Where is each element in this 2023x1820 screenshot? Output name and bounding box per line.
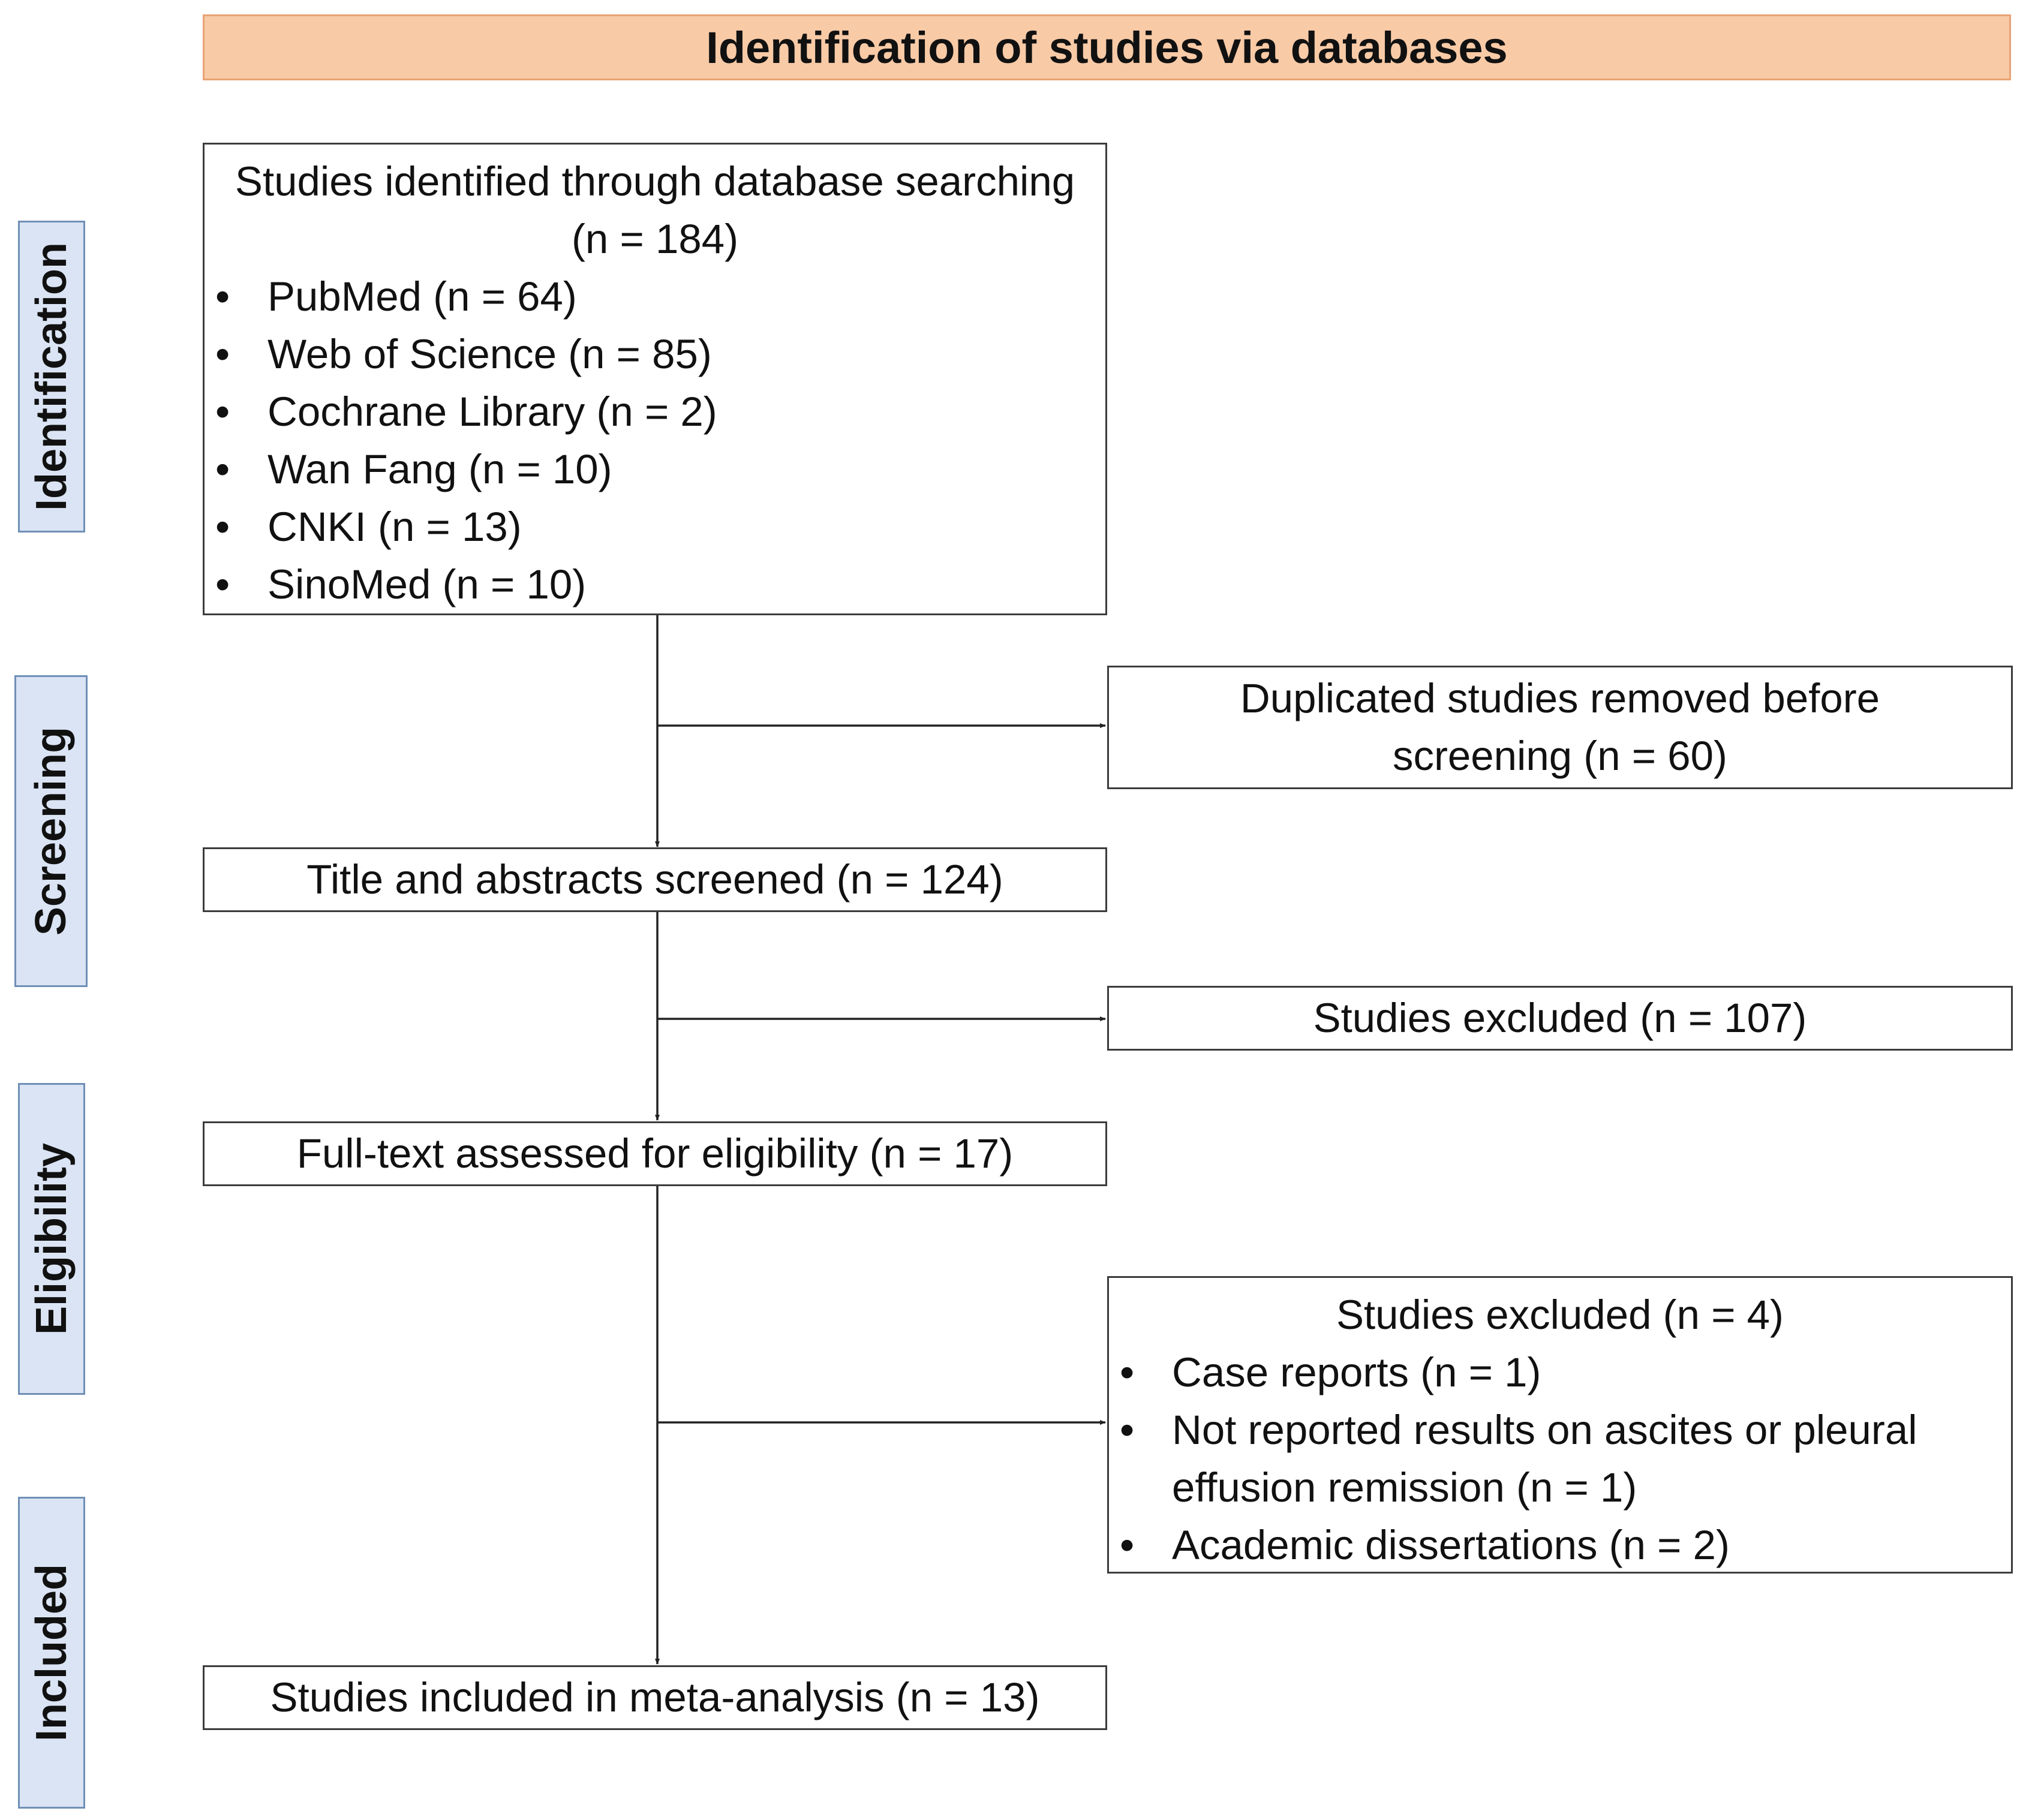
identified-title: Studies identified through database searching (n = 184)	[235, 158, 1075, 262]
box-excluded-full	[1107, 1276, 2013, 1574]
stage-label-included: Included	[28, 1563, 76, 1742]
included-text: Studies included in meta-analysis (n = 13)	[270, 1674, 1040, 1720]
box-excluded-screen	[1107, 986, 2013, 1051]
box-included	[203, 1665, 1107, 1730]
identified-item-pubmed: • PubMed (n = 64)	[205, 268, 1105, 326]
stage-label-identification: Identification	[28, 242, 76, 511]
identified-item-cochrane: • Cochrane Library (n = 2)	[205, 383, 1105, 441]
identified-item-wan-fang: • Wan Fang (n = 10)	[205, 441, 1105, 498]
excluded-full-item-dissertations: • Academic dissertations (n = 2)	[1109, 1517, 2005, 1574]
stage-label-eligibility: Eligibility	[28, 1142, 76, 1335]
duplicates-text: Duplicated studies removed before screening (n = 60)	[1240, 675, 1880, 779]
identified-list	[205, 268, 1105, 613]
identified-item-sinomed: • SinoMed (n = 10)	[205, 556, 1105, 613]
identified-item-cnki: • CNKI (n = 13)	[205, 498, 1105, 556]
box-identified	[203, 143, 1107, 615]
stage-label-screening: Screening	[27, 726, 75, 936]
excluded-screen-text: Studies excluded (n = 107)	[1313, 995, 1807, 1041]
screened-text: Title and abstracts screened (n = 124)	[306, 856, 1003, 903]
box-fulltext	[203, 1121, 1107, 1186]
identified-item-web-of-science: • Web of Science (n = 85)	[205, 326, 1105, 383]
excluded-full-item-not-reported: • Not reported results on ascites or pleural effusion remission (n = 1)	[1109, 1401, 2005, 1517]
box-screened	[203, 847, 1107, 912]
excluded-full-list	[1109, 1344, 2011, 1574]
excluded-full-title: Studies excluded (n = 4)	[1336, 1292, 1784, 1338]
box-duplicates	[1107, 666, 2013, 789]
fulltext-text: Full-text assessed for eligibility (n = 17)	[296, 1130, 1014, 1177]
header-title: Identification of studies via databases	[706, 22, 1508, 73]
excluded-full-item-case-reports: • Case reports (n = 1)	[1109, 1344, 2005, 1401]
